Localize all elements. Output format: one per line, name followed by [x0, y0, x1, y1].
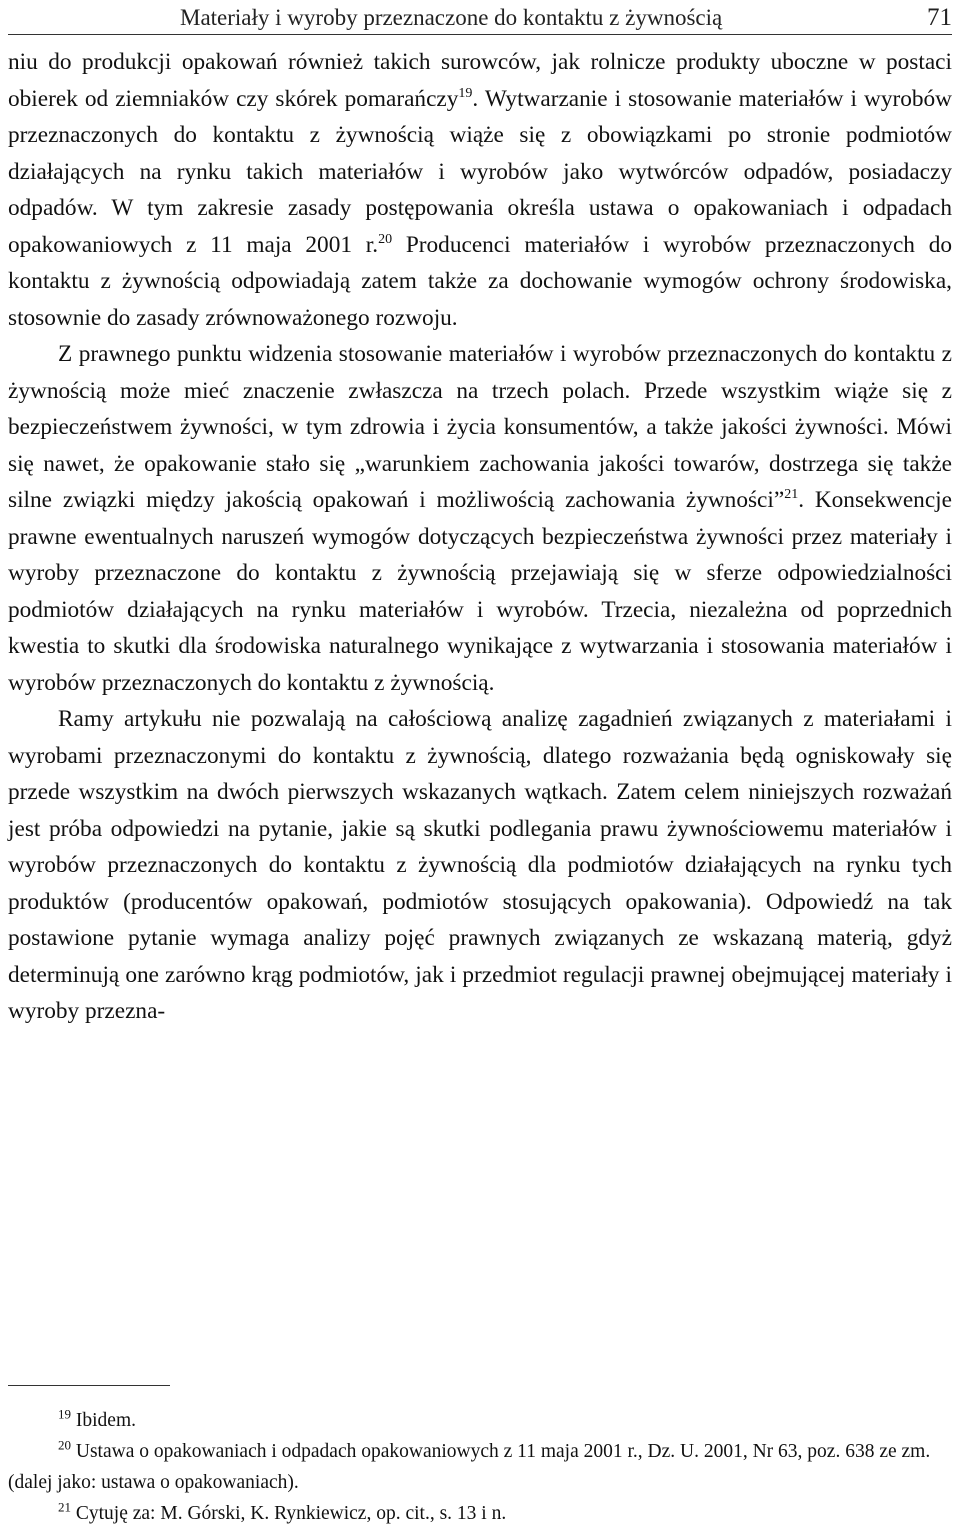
header-rule	[8, 34, 952, 35]
footnote-text: Cytuję za: M. Górski, K. Rynkiewicz, op. cit., s. 13 i n.	[71, 1503, 507, 1524]
footnote-number: 21	[58, 1499, 71, 1515]
footnote-separator	[8, 1385, 170, 1386]
footnote-20	[8, 1436, 952, 1498]
running-title: Materiały i wyroby przeznaczone do kontaktu z żywnością	[180, 5, 723, 30]
footnotes	[8, 1405, 952, 1529]
footnote-ref-21: 21	[784, 487, 799, 503]
paragraph-2-part-b: . Konsekwencje prawne ewentualnych naruszeń wymogów dotyczących bezpieczeństwa żywności przez materiały i wyroby przeznaczone do kontaktu z żywnością przejawiają się w sferze odpowiedzialności podmiotów działających na rynku materiałów i wyrobów. Trzecia, niezależna od poprzednich kwestia to skutki dla środowiska naturalnego wynikające z wytwarzania i stosowania materiałów i wyrobów przeznaczonych do kontaktu z żywnością.	[8, 487, 952, 696]
footnote-number: 20	[58, 1437, 71, 1453]
footnote-ref-20: 20	[378, 231, 393, 247]
footnote-21	[8, 1498, 952, 1529]
paragraph-1-part-a: niu do produkcji opakowań również takich surowców, jak rolnicze produkty uboczne w postaci obierek od ziemniaków czy skórek pomarańczy	[8, 49, 952, 112]
paragraph-2	[8, 336, 952, 701]
page-header	[8, 0, 952, 42]
footnote-19	[8, 1405, 952, 1436]
footnote-text: Ustawa o opakowaniach i odpadach opakowaniowych z 11 maja 2001 r., Dz. U. 2001, Nr 63, poz. 638 ze zm. (dalej jako: ustawa o opakowaniach).	[8, 1441, 931, 1493]
body-text	[8, 44, 952, 1030]
document-page	[8, 0, 952, 1524]
paragraph-1-part-b: . Wytwarzanie i stosowanie materiałów i wyrobów przeznaczonych do kontaktu z żywnością wiąże się z obowiązkami po stronie podmiotów działających na rynku takich materiałów i wyrobów jako wytwórców odpadów, posiadaczy odpadów. W tym zakresie zasady postępowania określa ustawa o opakowaniach i odpadach opakowaniowych z 11 maja 2001 r.	[8, 85, 952, 258]
paragraph-1-part-c: Producenci materiałów i wyrobów przeznaczonych do kontaktu z żywnością odpowiadają zatem także za dochowanie wymogów ochrony środowiska, stosownie do zasady zrównoważonego rozwoju.	[8, 231, 952, 331]
paragraph-1	[8, 44, 952, 336]
footnote-text: Ibidem.	[71, 1410, 136, 1431]
page-number: 71	[927, 4, 952, 31]
paragraph-3: Ramy artykułu nie pozwalają na całościową analizę zagadnień związanych z materiałami i wyrobami przeznaczonymi do kontaktu z żywnością, dlatego rozważania będą ogniskowały się przede wszystkim na dwóch pierwszych wskazanych wątkach. Zatem celem niniejszych rozważań jest próba odpowiedzi na pytanie, jakie są skutki podlegania prawu żywnościowemu materiałów i wyrobów przeznaczonych do kontaktu z żywnością dla podmiotów działających na rynku tych produktów (producentów opakowań, podmiotów stosujących opakowania). Odpowiedź na tak postawione pytanie wymaga analizy pojęć prawnych związanych ze wskazaną materią, gdyż determinują one zarówno krąg podmiotów, jak i przedmiot regulacji prawnej obejmującej materiały i wyroby przezna-	[8, 706, 952, 1024]
footnote-ref-19: 19	[458, 85, 473, 101]
paragraph-2-part-a: Z prawnego punktu widzenia stosowanie materiałów i wyrobów przeznaczonych do kontaktu z żywnością może mieć znaczenie zwłaszcza na trzech polach. Przede wszystkim wiąże się z bezpieczeństwem żywności, w tym zdrowia i życia konsumentów, a także jakości żywności. Mówi się nawet, że opakowanie stało się „warunkiem zachowania jakości towarów, dostrzega się także silne związki między jakością opakowań i możliwością zachowania żywności”	[8, 341, 952, 513]
footnote-number: 19	[58, 1406, 71, 1422]
